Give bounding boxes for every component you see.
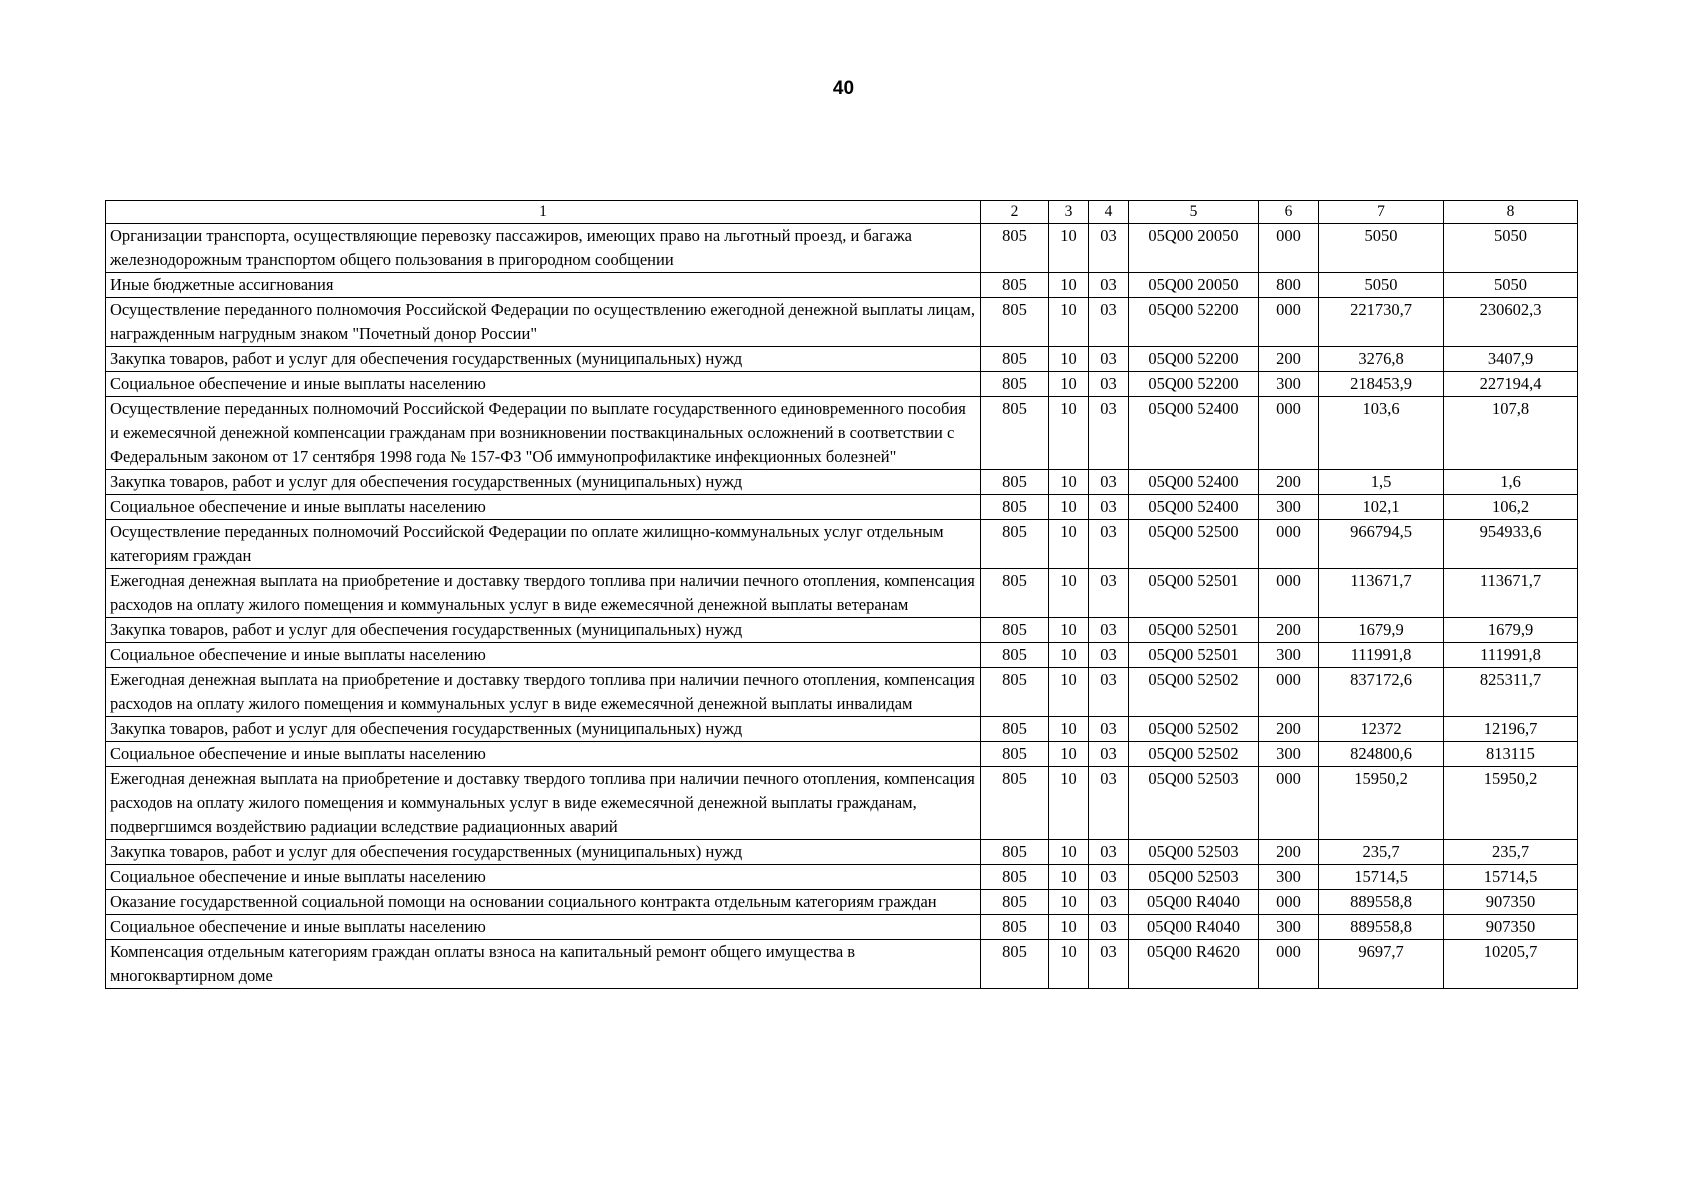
table-row [106, 347, 1578, 372]
table-header-row [106, 201, 1578, 224]
row-amount-cell: 113671,7 [1319, 569, 1444, 618]
row-code-cell: 805 [981, 618, 1049, 643]
row-section-cell: 10 [1049, 495, 1089, 520]
row-name-cell: Закупка товаров, работ и услуг для обеспечения государственных (муниципальных) нужд [106, 717, 981, 742]
row-target-article-cell: 05Q00 52200 [1129, 372, 1259, 397]
row-target-article-cell: 05Q00 52502 [1129, 742, 1259, 767]
row-expense-type-cell: 200 [1259, 618, 1319, 643]
row-amount-cell: 824800,6 [1319, 742, 1444, 767]
row-target-article-cell: 05Q00 R4040 [1129, 890, 1259, 915]
row-amount-cell: 12196,7 [1444, 717, 1578, 742]
row-section-cell: 10 [1049, 865, 1089, 890]
table-row [106, 717, 1578, 742]
row-section-cell: 10 [1049, 742, 1089, 767]
row-amount-cell: 813115 [1444, 742, 1578, 767]
row-amount-cell: 1,5 [1319, 470, 1444, 495]
table-row [106, 618, 1578, 643]
row-target-article-cell: 05Q00 52502 [1129, 668, 1259, 717]
row-expense-type-cell: 000 [1259, 397, 1319, 470]
row-name-cell: Ежегодная денежная выплата на приобретение и доставку твердого топлива при наличии печного отопления, компенсация расходов на оплату жилого помещения и коммунальных услуг в виде ежемесячной денежной выплаты инвалидам [106, 668, 981, 717]
row-code-cell: 805 [981, 643, 1049, 668]
row-expense-type-cell: 300 [1259, 915, 1319, 940]
row-amount-cell: 221730,7 [1319, 298, 1444, 347]
column-header: 8 [1444, 201, 1578, 224]
column-header: 5 [1129, 201, 1259, 224]
row-expense-type-cell: 200 [1259, 470, 1319, 495]
row-amount-cell: 1679,9 [1444, 618, 1578, 643]
table-row [106, 767, 1578, 840]
row-amount-cell: 907350 [1444, 915, 1578, 940]
row-target-article-cell: 05Q00 R4040 [1129, 915, 1259, 940]
row-subsection-cell: 03 [1089, 224, 1129, 273]
row-expense-type-cell: 300 [1259, 742, 1319, 767]
row-amount-cell: 5050 [1444, 273, 1578, 298]
row-name-cell: Иные бюджетные ассигнования [106, 273, 981, 298]
row-code-cell: 805 [981, 273, 1049, 298]
table-row [106, 915, 1578, 940]
row-target-article-cell: 05Q00 52501 [1129, 618, 1259, 643]
column-header: 6 [1259, 201, 1319, 224]
row-name-cell: Социальное обеспечение и иные выплаты населению [106, 865, 981, 890]
row-amount-cell: 9697,7 [1319, 940, 1444, 989]
row-expense-type-cell: 000 [1259, 569, 1319, 618]
table-row [106, 520, 1578, 569]
row-code-cell: 805 [981, 668, 1049, 717]
row-target-article-cell: 05Q00 52503 [1129, 767, 1259, 840]
row-code-cell: 805 [981, 372, 1049, 397]
row-code-cell: 805 [981, 520, 1049, 569]
row-amount-cell: 12372 [1319, 717, 1444, 742]
row-name-cell: Социальное обеспечение и иные выплаты населению [106, 742, 981, 767]
row-name-cell: Осуществление переданного полномочия Российской Федерации по осуществлению ежегодной денежной выплаты лицам, награжденным нагрудным знаком "Почетный донор России" [106, 298, 981, 347]
row-amount-cell: 825311,7 [1444, 668, 1578, 717]
row-target-article-cell: 05Q00 52503 [1129, 865, 1259, 890]
budget-table [105, 200, 1578, 989]
row-subsection-cell: 03 [1089, 495, 1129, 520]
row-section-cell: 10 [1049, 668, 1089, 717]
row-code-cell: 805 [981, 717, 1049, 742]
row-name-cell: Закупка товаров, работ и услуг для обеспечения государственных (муниципальных) нужд [106, 618, 981, 643]
row-subsection-cell: 03 [1089, 668, 1129, 717]
row-amount-cell: 5050 [1319, 273, 1444, 298]
row-name-cell: Оказание государственной социальной помощи на основании социального контракта отдельным категориям граждан [106, 890, 981, 915]
column-header: 2 [981, 201, 1049, 224]
row-code-cell: 805 [981, 224, 1049, 273]
row-section-cell: 10 [1049, 520, 1089, 569]
row-subsection-cell: 03 [1089, 520, 1129, 569]
row-name-cell: Закупка товаров, работ и услуг для обеспечения государственных (муниципальных) нужд [106, 470, 981, 495]
row-section-cell: 10 [1049, 717, 1089, 742]
row-expense-type-cell: 300 [1259, 372, 1319, 397]
table-row [106, 569, 1578, 618]
row-target-article-cell: 05Q00 R4620 [1129, 940, 1259, 989]
row-section-cell: 10 [1049, 890, 1089, 915]
row-expense-type-cell: 300 [1259, 865, 1319, 890]
row-expense-type-cell: 000 [1259, 767, 1319, 840]
page-number: 40 [832, 78, 855, 99]
row-code-cell: 805 [981, 569, 1049, 618]
row-section-cell: 10 [1049, 618, 1089, 643]
row-amount-cell: 966794,5 [1319, 520, 1444, 569]
row-section-cell: 10 [1049, 397, 1089, 470]
row-code-cell: 805 [981, 767, 1049, 840]
table-body [106, 224, 1578, 989]
row-code-cell: 805 [981, 940, 1049, 989]
row-expense-type-cell: 300 [1259, 495, 1319, 520]
row-amount-cell: 235,7 [1319, 840, 1444, 865]
row-name-cell: Осуществление переданных полномочий Российской Федерации по выплате государственного единовременного пособия и ежемесячной денежной компенсации гражданам при возникновении поствакцинальных осложнений в соответствии с Федеральным законом от 17 сентября 1998 года № 157-ФЗ "Об иммунопрофилактике инфекционных болезней" [106, 397, 981, 470]
table-row [106, 273, 1578, 298]
row-section-cell: 10 [1049, 940, 1089, 989]
row-expense-type-cell: 200 [1259, 840, 1319, 865]
table-row [106, 840, 1578, 865]
row-section-cell: 10 [1049, 643, 1089, 668]
row-subsection-cell: 03 [1089, 915, 1129, 940]
row-code-cell: 805 [981, 865, 1049, 890]
table-row [106, 643, 1578, 668]
row-amount-cell: 837172,6 [1319, 668, 1444, 717]
row-subsection-cell: 03 [1089, 940, 1129, 989]
row-code-cell: 805 [981, 495, 1049, 520]
row-expense-type-cell: 300 [1259, 643, 1319, 668]
row-amount-cell: 15950,2 [1444, 767, 1578, 840]
row-amount-cell: 15714,5 [1319, 865, 1444, 890]
row-code-cell: 805 [981, 397, 1049, 470]
row-amount-cell: 103,6 [1319, 397, 1444, 470]
row-subsection-cell: 03 [1089, 742, 1129, 767]
row-code-cell: 805 [981, 298, 1049, 347]
row-amount-cell: 227194,4 [1444, 372, 1578, 397]
row-expense-type-cell: 200 [1259, 717, 1319, 742]
row-subsection-cell: 03 [1089, 569, 1129, 618]
row-expense-type-cell: 000 [1259, 890, 1319, 915]
row-expense-type-cell: 800 [1259, 273, 1319, 298]
row-target-article-cell: 05Q00 52503 [1129, 840, 1259, 865]
row-section-cell: 10 [1049, 298, 1089, 347]
row-code-cell: 805 [981, 890, 1049, 915]
row-name-cell: Социальное обеспечение и иные выплаты населению [106, 495, 981, 520]
row-expense-type-cell: 000 [1259, 940, 1319, 989]
table-row [106, 865, 1578, 890]
row-target-article-cell: 05Q00 52400 [1129, 397, 1259, 470]
row-amount-cell: 889558,8 [1319, 915, 1444, 940]
row-amount-cell: 889558,8 [1319, 890, 1444, 915]
row-name-cell: Осуществление переданных полномочий Российской Федерации по оплате жилищно-коммунальных услуг отдельным категориям граждан [106, 520, 981, 569]
row-amount-cell: 107,8 [1444, 397, 1578, 470]
row-subsection-cell: 03 [1089, 397, 1129, 470]
row-expense-type-cell: 000 [1259, 224, 1319, 273]
row-expense-type-cell: 000 [1259, 668, 1319, 717]
row-subsection-cell: 03 [1089, 865, 1129, 890]
row-subsection-cell: 03 [1089, 298, 1129, 347]
row-section-cell: 10 [1049, 767, 1089, 840]
row-section-cell: 10 [1049, 224, 1089, 273]
row-subsection-cell: 03 [1089, 890, 1129, 915]
row-amount-cell: 218453,9 [1319, 372, 1444, 397]
row-target-article-cell: 05Q00 20050 [1129, 273, 1259, 298]
table-row [106, 742, 1578, 767]
row-amount-cell: 5050 [1319, 224, 1444, 273]
row-amount-cell: 235,7 [1444, 840, 1578, 865]
row-subsection-cell: 03 [1089, 717, 1129, 742]
row-amount-cell: 10205,7 [1444, 940, 1578, 989]
table-row [106, 470, 1578, 495]
row-expense-type-cell: 200 [1259, 347, 1319, 372]
row-amount-cell: 954933,6 [1444, 520, 1578, 569]
table-row [106, 372, 1578, 397]
row-name-cell: Социальное обеспечение и иные выплаты населению [106, 915, 981, 940]
row-subsection-cell: 03 [1089, 347, 1129, 372]
row-name-cell: Ежегодная денежная выплата на приобретение и доставку твердого топлива при наличии печного отопления, компенсация расходов на оплату жилого помещения и коммунальных услуг в виде ежемесячной денежной выплаты ветеранам [106, 569, 981, 618]
row-amount-cell: 230602,3 [1444, 298, 1578, 347]
row-target-article-cell: 05Q00 52502 [1129, 717, 1259, 742]
row-amount-cell: 907350 [1444, 890, 1578, 915]
row-subsection-cell: 03 [1089, 372, 1129, 397]
row-amount-cell: 113671,7 [1444, 569, 1578, 618]
row-target-article-cell: 05Q00 52400 [1129, 495, 1259, 520]
row-subsection-cell: 03 [1089, 767, 1129, 840]
column-header: 3 [1049, 201, 1089, 224]
row-target-article-cell: 05Q00 20050 [1129, 224, 1259, 273]
row-amount-cell: 15950,2 [1319, 767, 1444, 840]
row-name-cell: Ежегодная денежная выплата на приобретение и доставку твердого топлива при наличии печного отопления, компенсация расходов на оплату жилого помещения и коммунальных услуг в виде ежемесячной денежной выплаты гражданам, подвергшимся воздействию радиации вследствие радиационных аварий [106, 767, 981, 840]
row-target-article-cell: 05Q00 52200 [1129, 347, 1259, 372]
row-target-article-cell: 05Q00 52500 [1129, 520, 1259, 569]
row-subsection-cell: 03 [1089, 618, 1129, 643]
row-section-cell: 10 [1049, 569, 1089, 618]
column-header: 7 [1319, 201, 1444, 224]
row-section-cell: 10 [1049, 470, 1089, 495]
table-row [106, 668, 1578, 717]
table-row [106, 890, 1578, 915]
row-subsection-cell: 03 [1089, 273, 1129, 298]
row-amount-cell: 3407,9 [1444, 347, 1578, 372]
row-target-article-cell: 05Q00 52200 [1129, 298, 1259, 347]
row-name-cell: Закупка товаров, работ и услуг для обеспечения государственных (муниципальных) нужд [106, 347, 981, 372]
table-row [106, 224, 1578, 273]
row-code-cell: 805 [981, 470, 1049, 495]
row-name-cell: Социальное обеспечение и иные выплаты населению [106, 643, 981, 668]
row-target-article-cell: 05Q00 52501 [1129, 569, 1259, 618]
column-header: 1 [106, 201, 981, 224]
row-amount-cell: 102,1 [1319, 495, 1444, 520]
row-name-cell: Закупка товаров, работ и услуг для обеспечения государственных (муниципальных) нужд [106, 840, 981, 865]
row-amount-cell: 1,6 [1444, 470, 1578, 495]
row-section-cell: 10 [1049, 372, 1089, 397]
row-section-cell: 10 [1049, 840, 1089, 865]
table-row [106, 940, 1578, 989]
row-target-article-cell: 05Q00 52501 [1129, 643, 1259, 668]
table-row [106, 397, 1578, 470]
row-name-cell: Компенсация отдельным категориям граждан оплаты взноса на капитальный ремонт общего имущества в многоквартирном доме [106, 940, 981, 989]
row-name-cell: Организации транспорта, осуществляющие перевозку пассажиров, имеющих право на льготный проезд, и багажа железнодорожным транспортом общего пользования в пригородном сообщении [106, 224, 981, 273]
table-row [106, 298, 1578, 347]
row-amount-cell: 111991,8 [1319, 643, 1444, 668]
row-amount-cell: 111991,8 [1444, 643, 1578, 668]
row-amount-cell: 3276,8 [1319, 347, 1444, 372]
row-expense-type-cell: 000 [1259, 520, 1319, 569]
row-code-cell: 805 [981, 915, 1049, 940]
row-subsection-cell: 03 [1089, 470, 1129, 495]
row-name-cell: Социальное обеспечение и иные выплаты населению [106, 372, 981, 397]
row-code-cell: 805 [981, 742, 1049, 767]
row-amount-cell: 106,2 [1444, 495, 1578, 520]
row-code-cell: 805 [981, 347, 1049, 372]
row-amount-cell: 5050 [1444, 224, 1578, 273]
row-section-cell: 10 [1049, 273, 1089, 298]
table-row [106, 495, 1578, 520]
row-expense-type-cell: 000 [1259, 298, 1319, 347]
row-code-cell: 805 [981, 840, 1049, 865]
row-amount-cell: 15714,5 [1444, 865, 1578, 890]
row-section-cell: 10 [1049, 915, 1089, 940]
row-amount-cell: 1679,9 [1319, 618, 1444, 643]
row-target-article-cell: 05Q00 52400 [1129, 470, 1259, 495]
row-subsection-cell: 03 [1089, 840, 1129, 865]
column-header: 4 [1089, 201, 1129, 224]
row-subsection-cell: 03 [1089, 643, 1129, 668]
row-section-cell: 10 [1049, 347, 1089, 372]
